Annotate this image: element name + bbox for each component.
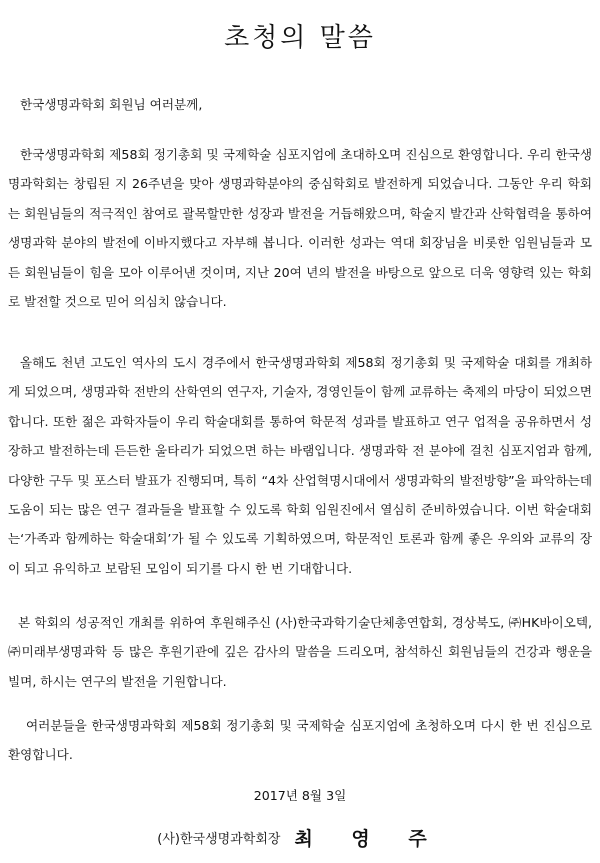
paragraph-intro: 한국생명과학회 제58회 정기총회 및 국제학술 심포지엄에 초대하오며 진심으로 환영합니다. 우리 한국생명과학회는 창립된 지 26주년을 맞아 생명과학분야의 중심학회로 발전하게 되었습니다. 그동안 우리 학회는 회원님들의 적극적인 참여로 괄목할만한 성장과 발전을 거듭해왔으며, 학술지 발간과 산학협력을 통하여 생명과학 분야의 발전에 이바지했다고 자부해 봅니다. 이러한 성과는 역대 회장님을 비롯한 임원님들과 모든 회원님들이 힘을 모아 이루어낸 것이며, 지난 20여 년의 발전을 바탕으로 앞으로 더욱 영향력 있는 학회로 발전할 것으로 믿어 의심치 않습니다. [8,147,592,310]
paragraph-closing: 여러분들을 한국생명과학회 제58회 정기총회 및 국제학술 심포지엄에 초청하오며 다시 한 번 진심으로 환영합니다. [8,718,592,763]
paragraph-thanks: 본 학회의 성공적인 개최를 위하여 후원해주신 (사)한국과학기술단체총연합회, 경상북도, ㈜HK바이오텍, ㈜미래부생명과학 등 많은 후원기관에 깊은 감사의 말씀을 드리오며, 참석하신 회원님들의 건강과 행운을 빌며, 하시는 연구의 발전을 기원합니다. [8,615,592,689]
signature-block [0,824,600,851]
letter-date: 2017년 8월 3일 [253,788,347,803]
signature-organization: (사)한국생명과학회장 [157,832,281,847]
signature-name: 최 영 주 [294,828,443,850]
paragraph-conference: 올해도 천년 고도인 역사의 도시 경주에서 한국생명과학회 제58회 정기총회 및 국제학술 대회를 개최하게 되었으며, 생명과학 전반의 산학연의 연구자, 기술자, 경영인들이 함께 교류하는 축제의 마당이 되었으면 합니다. 또한 젊은 과학자들이 우리 학술대회를 통하여 학문적 성과를 발표하고 연구 업적을 공유하면서 성장하고 발전하는데 든든한 울타리가 되었으면 하는 바램입니다. 생명과학 전 분야에 걸친 심포지엄과 함께, 다양한 구두 및 포스터 발표가 진행되며, 특히 “4차 산업혁명시대에서 생명과학의 발전방향”을 파악하는데 도움이 되는 많은 연구 결과들을 발표할 수 있도록 학회 임원진에서 열심히 준비하였습니다. 이번 학술대회는‘가족과 함께하는 학술대회’가 될 수 있도록 기획하였으며, 학문적인 토론과 함께 좋은 우의와 교류의 장이 되고 유익하고 보람된 모임이 되기를 다시 한 번 기대합니다. [8,355,592,576]
greeting: 한국생명과학회 회원님 여러분께, [20,97,203,112]
page-title: 초청의 말씀 [224,23,376,53]
